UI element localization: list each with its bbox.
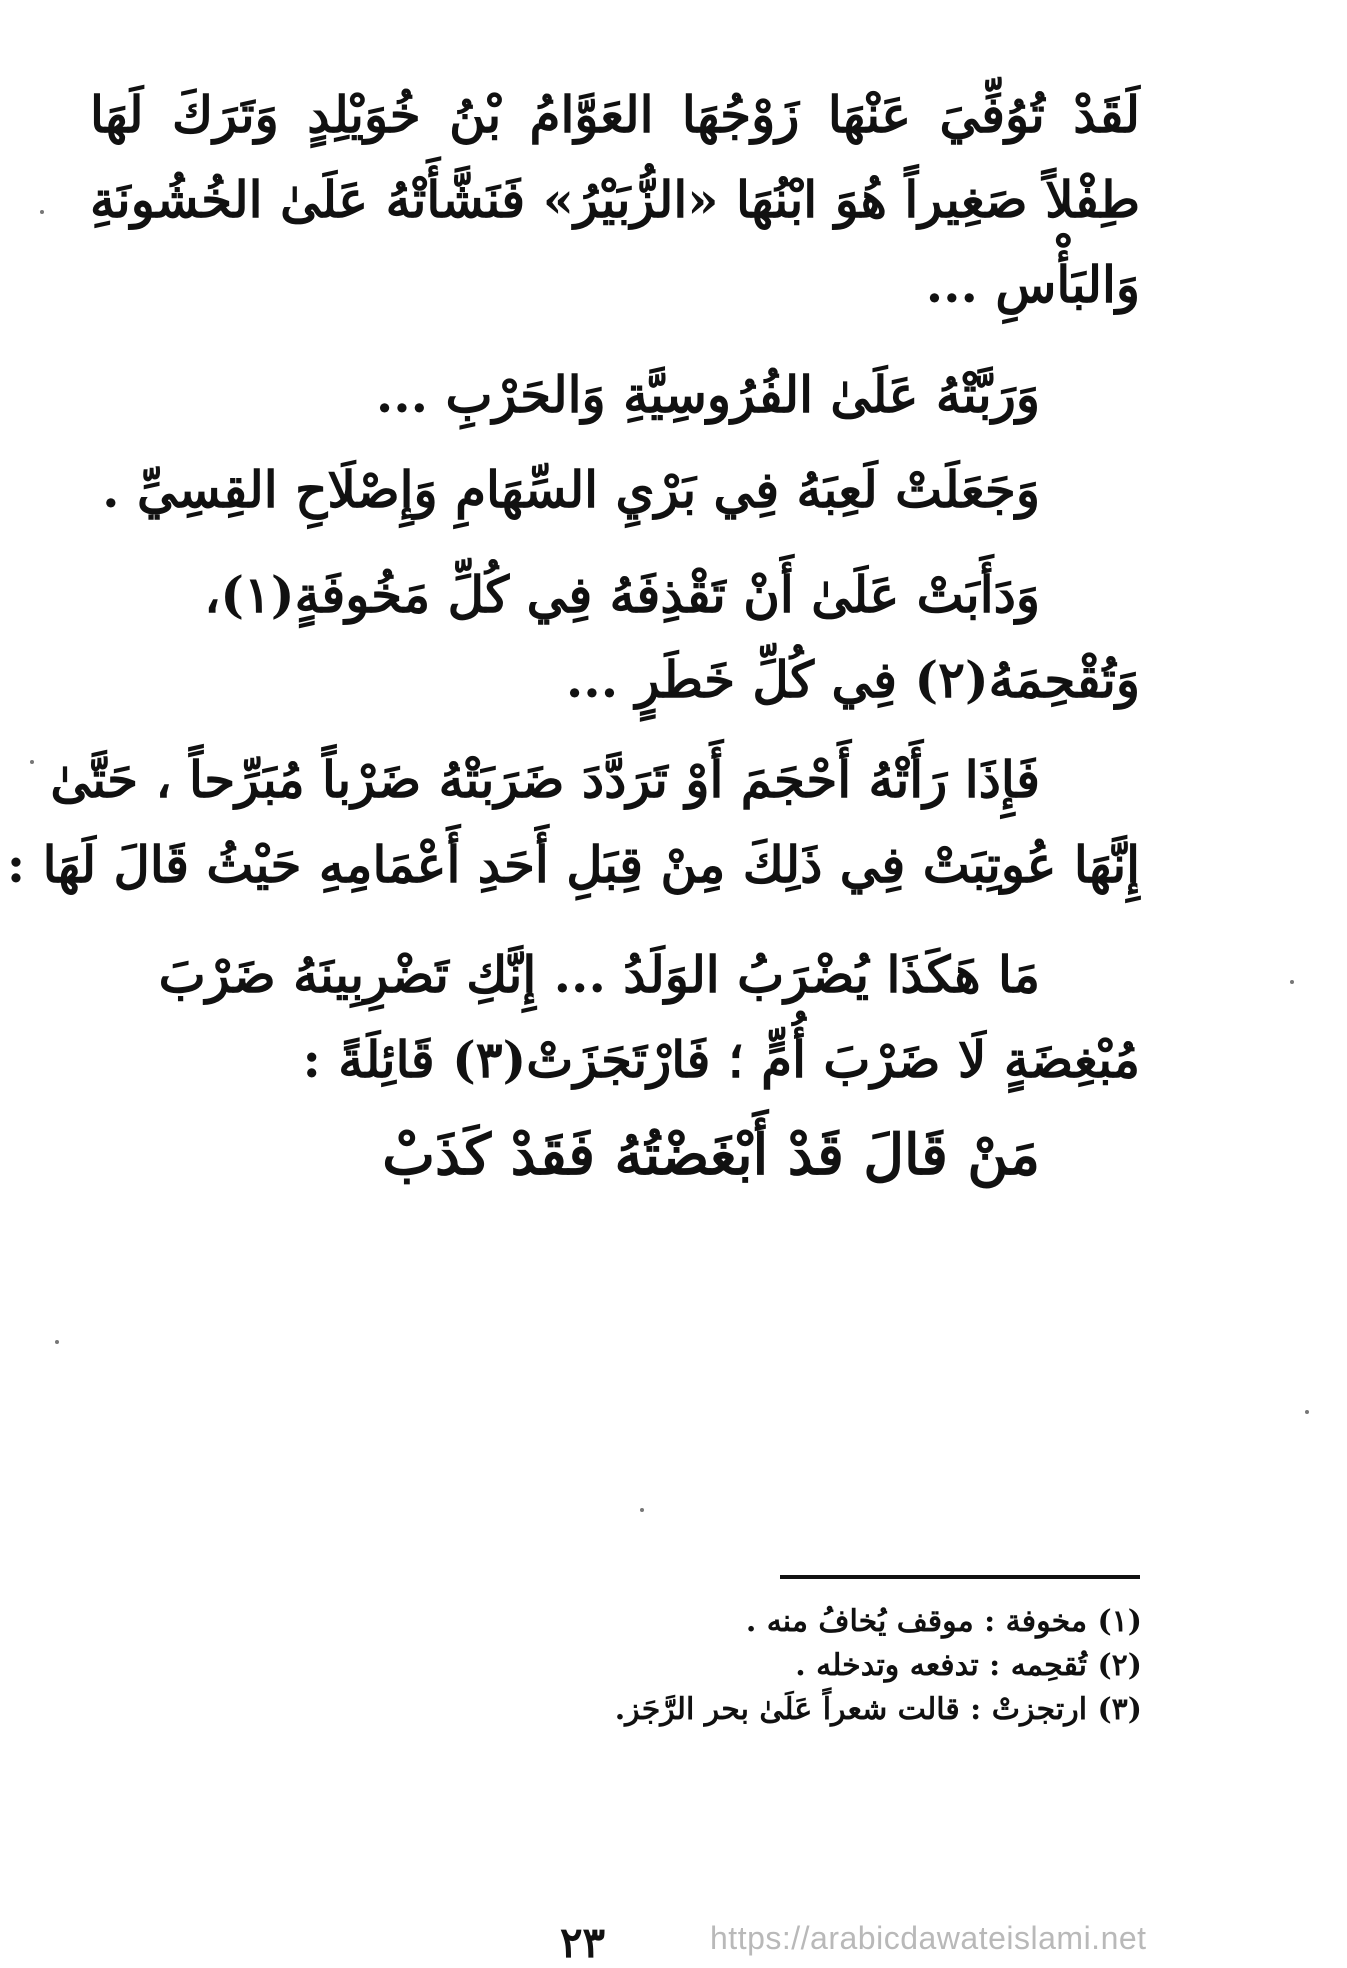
- text-line-5: وَجَعَلَتْ لَعِبَهُ فِي بَرْيِ السِّهَامِ وَإِصْلَاحِ القِسِيِّ .: [102, 460, 1040, 519]
- watermark-url: https://arabicdawateislami.net: [710, 1920, 1147, 1956]
- text-line-1: لَقَدْ تُوُفِّيَ عَنْهَا زَوْجُهَا العَوَّامُ بْنُ خُوَيْلِدٍ وَتَرَكَ لَهَا: [90, 85, 1140, 144]
- text-line-8: فَإِذَا رَأَتْهُ أَحْجَمَ أَوْ تَرَدَّدَ ضَرَبَتْهُ ضَرْباً مُبَرِّحاً ، حَتَّىٰ: [50, 750, 1040, 809]
- footnote-1: (١) مخوفة : موقف يُخافُ منه .: [745, 1604, 1142, 1639]
- scan-speck: [640, 1508, 644, 1512]
- main-text: [6, 0, 1140, 1250]
- scan-speck: [1290, 980, 1294, 984]
- text-line-2: طِفْلاً صَغِيراً هُوَ ابْنُهَا «الزُّبَيْرُ» فَنَشَّأَتْهُ عَلَىٰ الخُشُونَةِ: [90, 170, 1140, 229]
- text-line-7: وَتُقْحِمَهُ(٢) فِي كُلِّ خَطَرٍ ...: [565, 650, 1140, 709]
- text-line-6: وَدَأَبَتْ عَلَىٰ أَنْ تَقْذِفَهُ فِي كُلِّ مَخُوفَةٍ(١)،: [204, 565, 1040, 624]
- scan-speck: [40, 210, 44, 214]
- page-number: ٢٣: [560, 1918, 606, 1967]
- text-line-4: وَرَبَّتْهُ عَلَىٰ الفُرُوسِيَّةِ وَالحَرْبِ ...: [375, 365, 1040, 424]
- text-line-11: مُبْغِضَةٍ لَا ضَرْبَ أُمٍّ ؛ فَارْتَجَزَتْ(٣) قَائِلَةً :: [302, 1030, 1140, 1089]
- scan-speck: [1305, 1410, 1309, 1414]
- text-line-10: مَا هَكَذَا يُضْرَبُ الوَلَدُ ... إِنَّكِ تَضْرِبِينَهُ ضَرْبَ: [158, 945, 1040, 1004]
- text-line-3: وَالبَأْسِ ...: [925, 255, 1140, 314]
- scan-speck: [30, 760, 34, 764]
- footnote-3: (٣) ارتجزتْ : قالت شعراً عَلَىٰ بحر الرَّجَز.: [614, 1692, 1142, 1727]
- text-line-9: إِنَّهَا عُوتِبَتْ فِي ذَلِكَ مِنْ قِبَلِ أَحَدِ أَعْمَامِهِ حَيْثُ قَالَ لَهَا :: [6, 835, 1140, 894]
- footnote-2: (٢) تُقحِمه : تدفعه وتدخله .: [795, 1648, 1142, 1683]
- verse-line: مَنْ قَالَ قَدْ أَبْغَضْتُهُ فَقَدْ كَذَبْ: [382, 1122, 1040, 1188]
- footnote-divider: [780, 1575, 1140, 1579]
- scan-speck: [55, 1340, 59, 1344]
- footnotes: [615, 1600, 1142, 1732]
